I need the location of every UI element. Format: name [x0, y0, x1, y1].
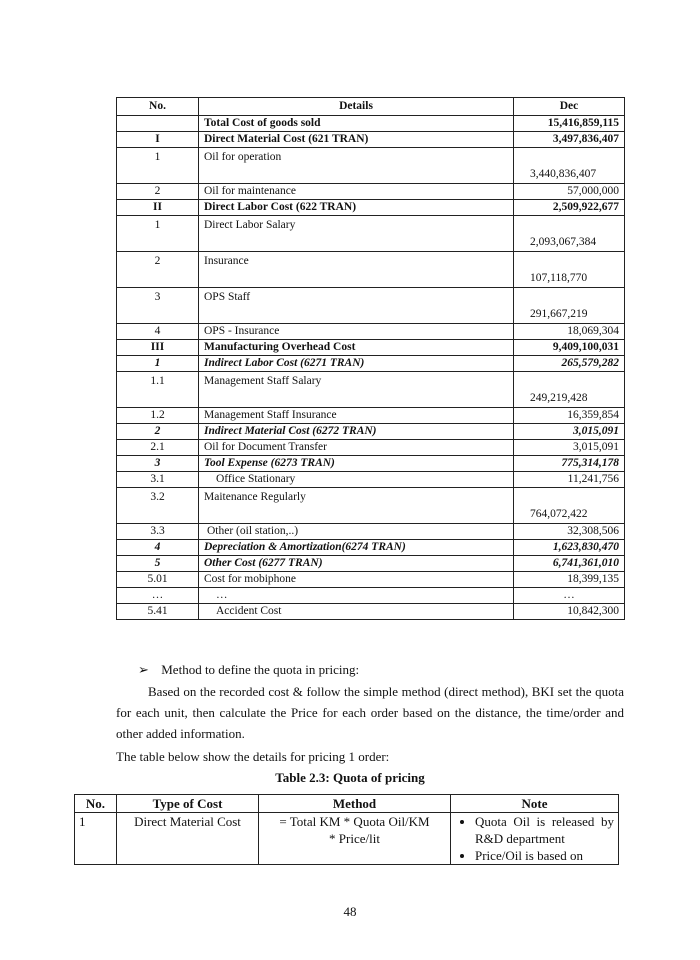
table-row: [117, 572, 625, 588]
table-row: [117, 324, 625, 340]
table-row: [75, 813, 619, 865]
row-details: Oil for operation: [199, 148, 514, 184]
row-value: 775,314,178: [514, 456, 625, 472]
row-no: 3.2: [117, 488, 199, 524]
header-no: No.: [75, 795, 117, 813]
row-note: [451, 813, 619, 865]
row-value: 3,440,836,407: [514, 148, 625, 184]
row-details: Insurance: [199, 252, 514, 288]
row-no: 1: [117, 356, 199, 372]
row-value: 18,069,304: [514, 324, 625, 340]
cost-table: [116, 97, 625, 620]
row-details: Cost for mobiphone: [199, 572, 514, 588]
header-method: Method: [259, 795, 451, 813]
method-line-2: * Price/lit: [329, 831, 380, 846]
table-row: [117, 440, 625, 456]
row-no: 5.01: [117, 572, 199, 588]
table-row: [117, 556, 625, 572]
quota-table-header: [75, 795, 619, 813]
row-no: 1.2: [117, 408, 199, 424]
body-paragraph: Based on the recorded cost & follow the simple method (direct method), BKI set the quota for each unit, then calculate the Price for each order based on the distance, the time/order and other added information.: [116, 684, 624, 741]
row-no: I: [117, 132, 199, 148]
header-details: Details: [199, 98, 514, 116]
table-row: [117, 132, 625, 148]
row-no: 3.3: [117, 524, 199, 540]
row-details: Office Stationary: [199, 472, 514, 488]
table-row: [117, 184, 625, 200]
row-no: 1: [117, 216, 199, 252]
page-number: 48: [343, 904, 357, 919]
table-row: [117, 424, 625, 440]
row-no: 1: [117, 148, 199, 184]
row-details: Management Staff Salary: [199, 372, 514, 408]
row-value: 18,399,135: [514, 572, 625, 588]
row-value: 15,416,859,115: [514, 116, 625, 132]
row-no: 4: [117, 324, 199, 340]
table-row: [117, 408, 625, 424]
row-no: 5: [117, 556, 199, 572]
row-no: 3: [117, 288, 199, 324]
table-intro-text: The table below show the details for pricing 1 order:: [116, 749, 390, 764]
row-details: OPS - Insurance: [199, 324, 514, 340]
row-value: 3,497,836,407: [514, 132, 625, 148]
row-value: 107,118,770: [514, 252, 625, 288]
table-row: [117, 216, 625, 252]
row-value: 10,842,300: [514, 604, 625, 620]
row-details: Management Staff Insurance: [199, 408, 514, 424]
table-row: [117, 116, 625, 132]
row-no: II: [117, 200, 199, 216]
row-no: 1: [75, 813, 117, 865]
header-note: Note: [451, 795, 619, 813]
row-value: 2,093,067,384: [514, 216, 625, 252]
row-no: 4: [117, 540, 199, 556]
row-details: …: [199, 588, 514, 604]
row-no: 3: [117, 456, 199, 472]
row-value: 764,072,422: [514, 488, 625, 524]
table-row: [117, 288, 625, 324]
list-item: • Price/Oil is based on: [475, 847, 614, 864]
row-value: 6,741,361,010: [514, 556, 625, 572]
note-list: [455, 813, 614, 864]
row-no: …: [117, 588, 199, 604]
row-details: Other Cost (6277 TRAN): [199, 556, 514, 572]
table-row: [117, 472, 625, 488]
row-method: [259, 813, 451, 865]
row-no: 2: [117, 252, 199, 288]
row-details: Indirect Material Cost (6272 TRAN): [199, 424, 514, 440]
table-row: [117, 200, 625, 216]
quota-table: [74, 794, 619, 865]
bullet-heading: [116, 659, 624, 680]
row-details: Accident Cost: [199, 604, 514, 620]
method-line-1: = Total KM * Quota Oil/KM: [279, 814, 430, 829]
table-row: [117, 252, 625, 288]
row-no: 2: [117, 184, 199, 200]
row-value: 9,409,100,031: [514, 340, 625, 356]
row-details: Total Cost of goods sold: [199, 116, 514, 132]
header-no: No.: [117, 98, 199, 116]
row-no: III: [117, 340, 199, 356]
table-row: [117, 356, 625, 372]
table-row: [117, 372, 625, 408]
row-details: Oil for Document Transfer: [199, 440, 514, 456]
row-value: 265,579,282: [514, 356, 625, 372]
row-details: Direct Material Cost (621 TRAN): [199, 132, 514, 148]
header-type: Type of Cost: [117, 795, 259, 813]
row-details: Maitenance Regularly: [199, 488, 514, 524]
row-details: Manufacturing Overhead Cost: [199, 340, 514, 356]
row-value: 57,000,000: [514, 184, 625, 200]
table-row: [117, 540, 625, 556]
row-details: Direct Labor Salary: [199, 216, 514, 252]
header-dec: Dec: [514, 98, 625, 116]
row-no: 2: [117, 424, 199, 440]
row-value: 3,015,091: [514, 440, 625, 456]
row-no: 1.1: [117, 372, 199, 408]
row-no: 5.41: [117, 604, 199, 620]
row-details: Indirect Labor Cost (6271 TRAN): [199, 356, 514, 372]
row-value: 3,015,091: [514, 424, 625, 440]
table-row: [117, 524, 625, 540]
table-caption: Table 2.3: Quota of pricing: [275, 770, 425, 785]
table-row: [117, 148, 625, 184]
row-value: 32,308,506: [514, 524, 625, 540]
row-value: 11,241,756: [514, 472, 625, 488]
table-row: [117, 456, 625, 472]
table-row: [117, 588, 625, 604]
list-item: • Quota Oil is released by R&D department: [475, 813, 614, 847]
row-no: 2.1: [117, 440, 199, 456]
row-value: …: [514, 588, 625, 604]
bullet-heading-text: Method to define the quota in pricing:: [161, 662, 360, 677]
row-details: OPS Staff: [199, 288, 514, 324]
table-row: [117, 604, 625, 620]
row-no: 3.1: [117, 472, 199, 488]
row-no: [117, 116, 199, 132]
row-details: Oil for maintenance: [199, 184, 514, 200]
cost-table-header: [117, 98, 625, 116]
row-value: 2,509,922,677: [514, 200, 625, 216]
table-row: [117, 340, 625, 356]
row-value: 1,623,830,470: [514, 540, 625, 556]
row-details: Tool Expense (6273 TRAN): [199, 456, 514, 472]
row-details: Other (oil station,..): [199, 524, 514, 540]
row-type: Direct Material Cost: [117, 813, 259, 865]
row-value: 16,359,854: [514, 408, 625, 424]
row-value: 291,667,219: [514, 288, 625, 324]
table-row: [117, 488, 625, 524]
arrow-bullet-icon: ➢: [138, 662, 149, 677]
row-value: 249,219,428: [514, 372, 625, 408]
row-details: Direct Labor Cost (622 TRAN): [199, 200, 514, 216]
row-details: Depreciation & Amortization(6274 TRAN): [199, 540, 514, 556]
